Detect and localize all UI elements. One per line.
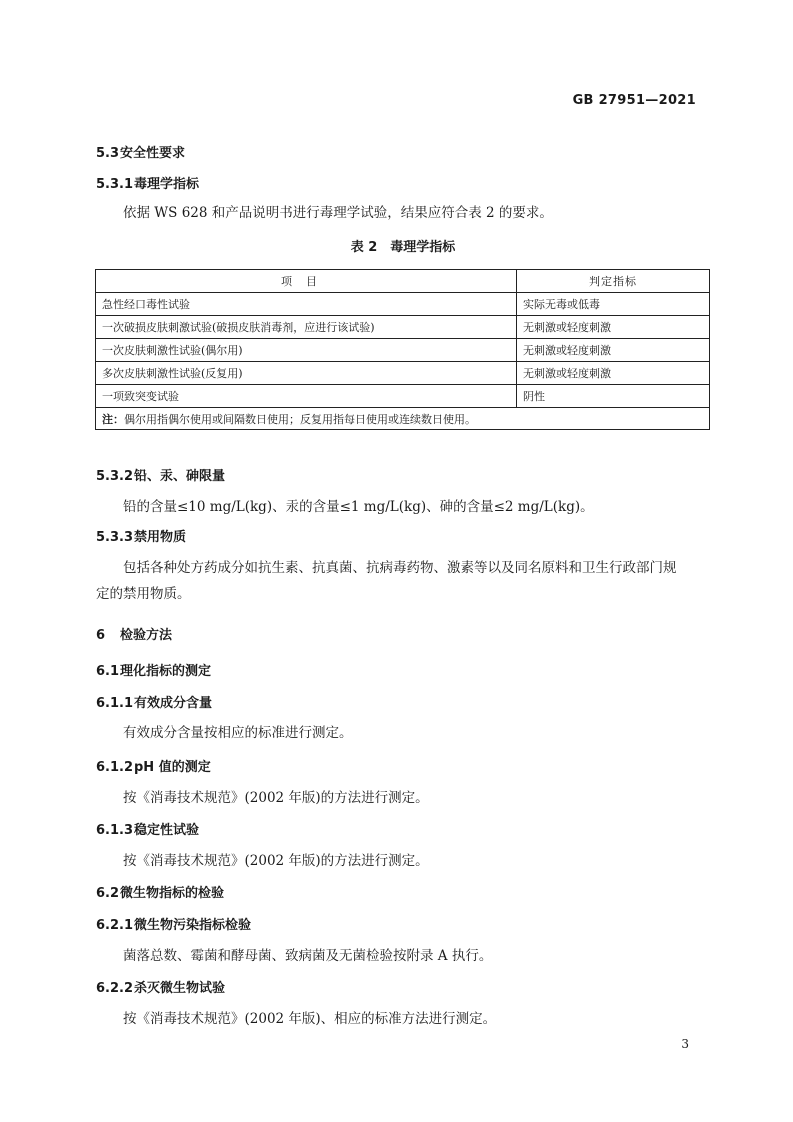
heading-number: 5.3.3: [96, 530, 134, 545]
table-cell: 急性经口毒性试验: [96, 293, 517, 316]
table-row: [96, 385, 710, 408]
paragraph-6-2-2: 按《消毒技术规范》(2002 年版)、相应的标准方法进行测定。: [123, 1011, 497, 1027]
heading-title: 铅、汞、砷限量: [134, 469, 226, 484]
paragraph-6-1-3: 按《消毒技术规范》(2002 年版)的方法进行测定。: [123, 853, 429, 869]
heading-number: 6.1: [96, 664, 120, 679]
heading-title: 毒理学指标: [134, 177, 200, 192]
heading-6-2-2: [96, 981, 225, 997]
table-cell: 无刺激或轻度刺激: [517, 339, 710, 362]
toxicology-table: [95, 269, 710, 430]
column-header-criteria: 判定指标: [517, 270, 710, 293]
heading-title: 理化指标的测定: [120, 664, 212, 679]
heading-6-1: [96, 664, 211, 680]
note-label: 注：: [102, 412, 124, 426]
heading-6-1-1: [96, 696, 212, 712]
heading-number: 6: [96, 628, 106, 643]
paragraph-6-1-2: 按《消毒技术规范》(2002 年版)的方法进行测定。: [123, 790, 429, 806]
table-caption: 表 2 毒理学指标: [350, 240, 456, 255]
table-note-row: [96, 408, 710, 430]
heading-number: 6.2.2: [96, 981, 134, 996]
heading-5-3: [96, 146, 185, 162]
heading-5-3-3: [96, 530, 186, 546]
table-row: [96, 339, 710, 362]
table-cell: 阴性: [517, 385, 710, 408]
paragraph-5-3-3: 包括各种处方药成分如抗生素、抗真菌、抗病毒药物、激素等以及同名原料和卫生行政部门规定的禁用物质。: [96, 560, 677, 602]
heading-number: 5.3.1: [96, 177, 134, 192]
note-text: 偶尔用指偶尔使用或间隔数日使用；反复用指每日使用或连续数日使用。: [124, 412, 476, 426]
standard-number: GB 27951—2021: [572, 93, 696, 108]
paragraph-6-2-1: 菌落总数、霉菌和酵母菌、致病菌及无菌检验按附录 A 执行。: [123, 948, 493, 964]
paragraph-5-3-1: 依据 WS 628 和产品说明书进行毒理学试验，结果应符合表 2 的要求。: [123, 205, 553, 221]
table-row: [96, 293, 710, 316]
heading-5-3-1: [96, 177, 199, 193]
heading-number: 6.1.3: [96, 823, 134, 838]
heading-5-3-2: [96, 469, 225, 485]
paragraph-5-3-2: 铅的含量≤10 mg/L(kg)、汞的含量≤1 mg/L(kg)、砷的含量≤2 mg/L(kg)。: [123, 499, 594, 515]
table-cell: 一次皮肤刺激性试验(偶尔用): [96, 339, 517, 362]
table-row: [96, 362, 710, 385]
heading-number: 6.2: [96, 886, 120, 901]
table-note: [96, 408, 710, 430]
heading-title: 有效成分含量: [134, 696, 213, 711]
heading-title: 杀灭微生物试验: [134, 981, 226, 996]
heading-number: 5.3: [96, 146, 120, 161]
heading-6-2: [96, 886, 224, 902]
paragraph-6-1-1: 有效成分含量按相应的标准进行测定。: [123, 725, 353, 741]
table-cell: 一项致突变试验: [96, 385, 517, 408]
table-cell: 无刺激或轻度刺激: [517, 316, 710, 339]
heading-6-1-2: [96, 760, 211, 776]
table-row: [96, 316, 710, 339]
heading-number: 6.1.1: [96, 696, 134, 711]
heading-title: 微生物污染指标检验: [134, 918, 252, 933]
heading-number: 5.3.2: [96, 469, 134, 484]
table-cell: 无刺激或轻度刺激: [517, 362, 710, 385]
heading-title: 微生物指标的检验: [120, 886, 225, 901]
table-header-row: [96, 270, 710, 293]
heading-title: pH 值的测定: [134, 760, 211, 775]
heading-title: 禁用物质: [134, 530, 187, 545]
table-cell: 多次皮肤刺激性试验(反复用): [96, 362, 517, 385]
heading-title: 检验方法: [120, 628, 173, 643]
page-number: 3: [681, 1037, 689, 1051]
heading-6: [96, 628, 172, 644]
table-cell: 一次破损皮肤刺激试验(破损皮肤消毒剂，应进行该试验): [96, 316, 517, 339]
heading-title: 稳定性试验: [134, 823, 200, 838]
column-header-item: 项目: [96, 270, 517, 293]
heading-number: 6.2.1: [96, 918, 134, 933]
table-cell: 实际无毒或低毒: [517, 293, 710, 316]
heading-6-2-1: [96, 918, 251, 934]
heading-number: 6.1.2: [96, 760, 134, 775]
heading-6-1-3: [96, 823, 199, 839]
heading-title: 安全性要求: [120, 146, 186, 161]
